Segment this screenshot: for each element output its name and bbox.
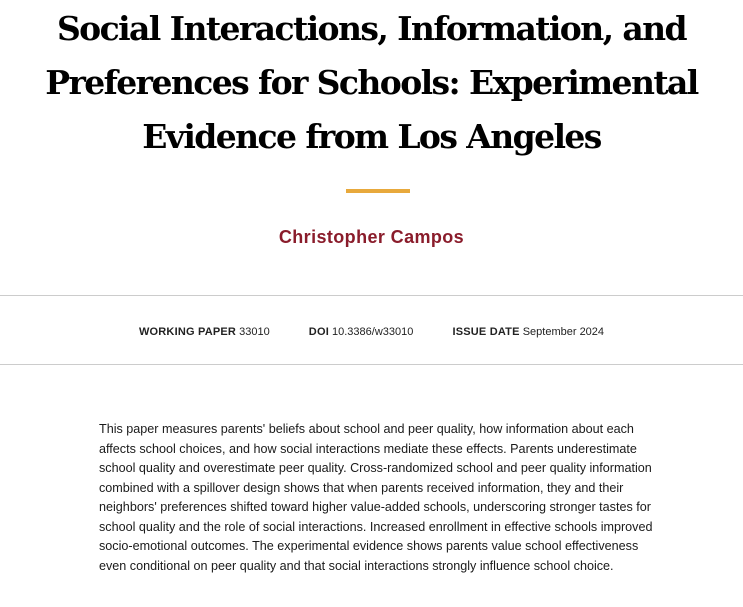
author-link[interactable]: Christopher Campos [278,227,465,247]
abstract-text: This paper measures parents' beliefs about school and peer quality, how information about each affects school choices, and how social interactions mediate these effects. Parents underestimate school quality and overestimate peer quality. Cross-randomized school and peer quality information combined with a spillover design shows that when parents received information, they and their neighbors' preferences shifted toward higher value-added schools, underscoring stronger tastes for school quality and the role of social interactions. Increased enrollment in effective schools improved socio-emotional outcomes. The experimental evidence shows parents value school effectiveness even conditional on peer quality and that social interactions strongly influence school choice. [99,422,653,573]
issue-date [452,326,604,338]
doi-label: DOI [308,326,329,338]
paper-metadata-band [0,295,743,365]
title-line-3: Evidence from Los Angeles [142,117,601,156]
working-paper-number [139,326,270,338]
title-line-1: Social Interactions, Information, and [56,9,687,48]
page-title [0,2,743,164]
working-paper-label: WORKING PAPER [138,326,237,338]
title-line-2: Preferences for Schools: Experimental [45,63,698,102]
working-paper-value: 33010 [239,326,270,338]
title-accent-rule [346,189,410,193]
doi [309,326,414,338]
issue-date-label: ISSUE DATE [452,326,520,338]
doi-value[interactable]: 10.3386/w33010 [332,326,414,338]
issue-date-value: September 2024 [522,326,605,338]
paper-metadata-row [0,326,743,338]
